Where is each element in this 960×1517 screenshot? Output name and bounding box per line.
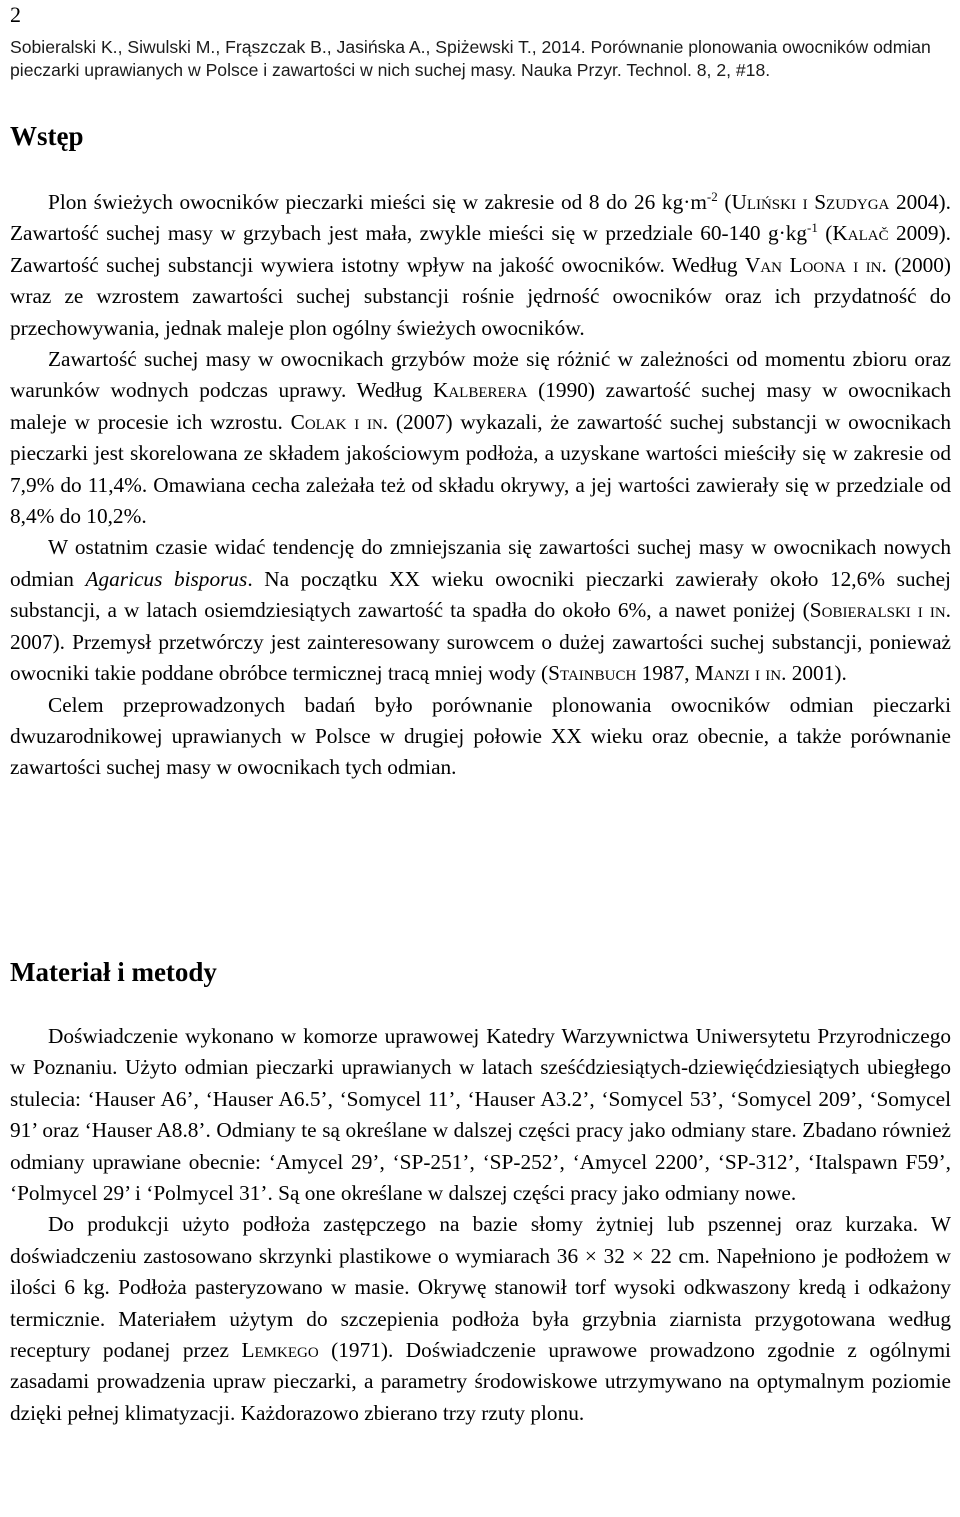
methods-body — [10, 1021, 951, 1429]
intro-paragraph-3: W ostatnim czasie widać tendencję do zmniejszania się zawartości suchej masy w owocnikach nowych odmian Agaricus bisporus. Na początku XX wieku owocniki pieczarki zawierały około 12,6% suchej substancji, a w latach osiemdziesiątych zawartość ta spadła do około 6%, a nawet poniżej (Sobieralski i in. 2007). Przemysł przetwórczy jest zainteresowany surowcem o dużej zawartości suchej substancji, ponieważ owocniki takie poddane obróbce termicznej tracą mniej wody (Stainbuch 1987, Manzi i in. 2001). — [10, 535, 951, 686]
section-heading-introduction: Wstęp — [10, 121, 84, 151]
citation-ref: Lemkego — [241, 1338, 319, 1363]
citation-header: Sobieralski K., Siwulski M., Frąszczak B., Jasińska A., Spiżewski T., 2014. Porównanie plonowania owocników odmian pieczarki uprawianych w Polsce i zawartości w nich suchej masy. Nauka Przyr. Technol. 8, 2, #18. — [10, 37, 931, 80]
citation-ref: Manzi i in. — [694, 661, 787, 686]
species-name: Agaricus bisporus — [85, 566, 248, 591]
citation-ref: Kalberera — [432, 378, 528, 403]
intro-paragraph-1: Plon świeżych owocników pieczarki mieści się w zakresie od 8 do 26 $kg\cdot m^{-2}$ (Uliński i Szudyga 2004). Zawartość suchej masy w grzybach jest mała, zwykle mieści się w przedziale 60-140 $g\cdot kg^{-1}$ (Kalač 2009). Zawartość suchej substancji wywiera istotny wpływ na jakość owocników. Według Van Loona i in. (2000) wraz ze wzrostem zawartości suchej substancji rośnie jędrność owocników oraz ich przydatność do przechowywania, jednak maleje plon ogólny świeżych owocników. — [10, 189, 951, 340]
methods-paragraph-2: Do produkcji użyto podłoża zastępczego na bazie słomy żytniej lub pszennej oraz kurzaka. W doświadczeniu zastosowano skrzynki plastikowe o wymiarach 36 × 32 × 22 cm. Napełniono je podłożem w ilości 6 kg. Podłoża pasteryzowano w masie. Okrywę stanowił torf wysoki odkwaszony kredą i odkażony termicznie. Materiałem użytym do szczepienia podłoża była grzybnia ziarnista przygotowana według receptury podanej przez Lemkego (1971). Doświadczenie uprawowe prowadzono zgodnie z ogólnymi zasadami prowadzenia upraw pieczarki, a parametry środowiskowe utrzymywano na optymalnym poziomie dzięki pełnej klimatyzacji. Każdorazowo zbierano trzy rzuty plonu. — [10, 1212, 951, 1425]
citation-ref: Van Loona i in. — [744, 252, 887, 277]
methods-paragraph-1: Doświadczenie wykonano w komorze uprawowej Katedry Warzywnictwa Uniwersytetu Przyrodniczego w Poznaniu. Użyto odmian pieczarki uprawianych w latach sześćdziesiątych-dziewięćdziesiątych ubiegłego stulecia: ‘Hauser A6’, ‘Hauser A6.5’, ‘Somycel 11’, ‘Hauser A3.2’, ‘Somycel 53’, ‘Somycel 209’, ‘Somycel 91’ oraz ‘Hauser A8.8’. Odmiany te są określane w dalszej części pracy jako odmiany stare. Zbadano również odmiany uprawiane obecnie: ‘Amycel 29’, ‘SP-251’, ‘SP-252’, ‘Amycel 2200’, ‘SP-312’, ‘Italspawn F59’, ‘Polmycel 29’ i ‘Polmycel 31’. Są one określane w dalszej części pracy jako odmiany nowe. — [10, 1024, 951, 1206]
citation-ref: Sobieralski i in. — [809, 598, 951, 623]
citation-ref: Colak i in. — [290, 409, 389, 434]
page-number: 2 — [10, 2, 21, 27]
intro-paragraph-2: Zawartość suchej masy w owocnikach grzybów może się różnić w zależności od momentu zbioru oraz warunków wodnych podczas uprawy. Według Kalberera (1990) zawartość suchej masy w owocnikach maleje w procesie ich wzrostu. Colak i in. (2007) wykazali, że zawartość suchej substancji w owocnikach pieczarki jest skorelowana ze składem jakościowym podłoża, a uzyskane wartości mieściły się w zakresie od 7,9% do 11,4%. Omawiana cecha zależała też od składu okrywy, a jej wartości zawierały się w przedziale od 8,4% do 10,2%. — [10, 347, 951, 529]
section-heading-methods: Materiał i metody — [10, 957, 217, 987]
introduction-body — [10, 187, 951, 784]
citation-ref: Kalač — [832, 221, 889, 246]
citation-ref: Stainbuch — [548, 661, 637, 686]
intro-paragraph-4: Celem przeprowadzonych badań było porównanie plonowania owocników odmian pieczarki dwuzarodnikowej uprawianych w Polsce w drugiej połowie XX wieku oraz obecnie, a także porównanie zawartości suchej masy w owocnikach tych odmian. — [10, 692, 951, 780]
citation-ref: Uliński i Szudyga — [731, 190, 890, 214]
